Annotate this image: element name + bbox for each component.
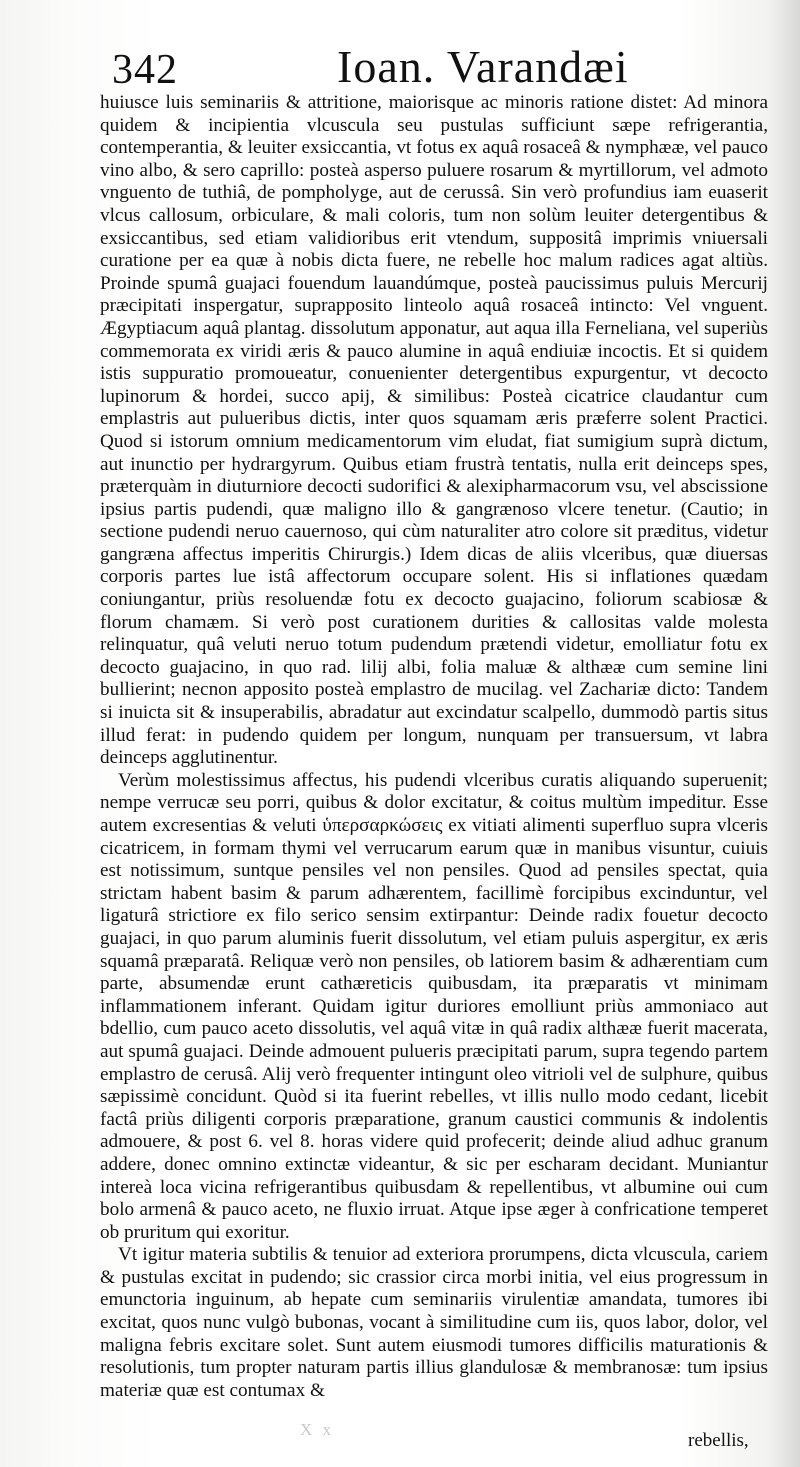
paragraph-3: Vt igitur materia subtilis & tenuior ad exteriora prorumpens, dicta vlcuscula, cariem & pustulas excitat in pudendo; sic crassior circa morbi initia, vel eius progressum in emunctoria inguinum, ab hepate cum seminariis virulentiæ amandata, tumores ibi excitat, quos nunc vulgò bubonas, vocant à similitudine cum iis, quos labor, dolor, vel maligna febris excitare solet. Sunt autem eiusmodi tumores difficilis maturationis & resolutionis, tum propter naturam partis illius glandulosæ & membranosæ: tum ipsius materiæ quæ est contumax & <box>100 1244 768 1401</box>
catchword: rebellis, <box>688 1430 749 1451</box>
running-head: Ioan. Varandæi <box>337 41 629 92</box>
paragraph-2: Verùm molestissimus affectus, his pudendi vlceribus curatis aliquando superuenit; nempe verrucæ seu porri, quibus & dolor excitatur, & coitus multùm impeditur. Esse autem excresentias & veluti ὑπερσαρκώσεις ex vitiati alimenti superfluo supra vlceris cicatricem, in formam thymi vel verrucarum earum quæ in manibus visuntur, cuiuis est notissimum, suntque pensiles vel non pensiles. Quod ad pensiles spectat, quia strictam habent basim & parum adhærentem, facillimè forcipibus excinduntur, vel ligaturâ strictiore ex filo serico sensim extirpantur: Deinde radix fouetur decocto guajaci, in quo parum aluminis fuerit dissolutum, vel etiam puluis aspergitur, ex æris squamâ præparatâ. Reliquæ verò non pensiles, ob latiorem basim & adhærentiam cum parte, absumendæ erunt cathæreticis quibusdam, ita præparatis vt minimam inflammationem inferant. Quidam igitur duriores emolliunt priùs ammoniaco aut bdellio, cum pauco aceto dissolutis, vel aquâ vitæ in quâ radix althææ fuerit macerata, aut spumâ guajaci. Deinde admouent pulueris præcipitati parum, supra tegendo partem emplastro de cerusâ. Alij verò frequenter intingunt oleo vitrioli vel de sulphure, quibus sæpissimè concidunt. Quòd si ita fuerint rebelles, vt illis nullo modo cedant, licebit factâ priùs diligenti corporis præparatione, granum caustici communis & indolentis admouere, & post 6. vel 8. horas videre quid profecerit; deinde aliud adhuc granum addere, donec omnino extinctæ videantur, & sic per escharam decidant. Muniantur intereà loca vicina refrigerantibus quibusdam & repellentibus, vt albumine oui cum bolo armenâ & pauco aceto, ne fluxio irruat. Atque ipse æger à confricatione temperet ob pruritum qui exoritur. <box>100 769 768 1243</box>
page-number: 342 <box>112 47 178 93</box>
page-header <box>112 40 752 92</box>
paragraph-1: huiusce luis seminariis & attritione, maiorisque ac minoris ratione distet: Ad minora quidem & incipientia vlcuscula seu pustulas sufficiunt sæpe refrigerantia, contemperantia, & leuiter exsiccantia, vt fotus ex aquâ rosaceâ & nymphææ, vel pauco vino albo, & sero caprillo: posteà asperso puluere rosarum & myrtillorum, vel admoto vnguento de tuthiâ, de pompholyge, aut de cerussâ. Sin verò profundius iam euaserit vlcus callosum, orbiculare, & mali coloris, tum non solùm leuiter detergentibus & exsiccantibus, sed etiam validioribus erit vtendum, suppositâ imprimis vniuersali curatione per ea quæ à nobis dicta fuere, ne rebelle hoc malum radices agat altiùs. Proinde spumâ guajaci fouendum lauandúmque, posteà paucissimus puluis Mercurij præcipitati inspergatur, suprapposito linteolo aquâ rosaceâ intincto: Vel vnguent. Ægyptiacum aquâ plantag. dissolutum apponatur, aut aqua illa Ferneliana, vel superiùs commemorata ex viridi æris & pauco alumine in aquâ endiuiæ incoctis. Et si quidem istis suppuratio promoueatur, conuenienter detergentibus expurgentur, vt decocto lupinorum & hordei, succo apij, & similibus: Posteà cicatrice claudantur cum emplastris aut pulueribus dictis, inter quos squamam æris præferre solent Practici. Quod si istorum omnium medicamentorum vim eludat, fiat sumigium suprà dictum, aut inunctio per hydrargyrum. Quibus etiam frustrà tentatis, nulla erit deinceps spes, præterquàm in diuturniore decocti sudorifici & alexipharmacorum vsu, vel abscissione ipsius partis pudendi, quæ maligno illo & gangrænoso vlcere tenetur. (Cautio; in sectione pudendi neruo cauernoso, qui cùm naturaliter atro colore sit præditus, videtur gangræna affectus imperitis Chirurgis.) Idem dicas de aliis vlceribus, quæ diuersas corporis partes lue istâ affectorum occupare solent. His si inflationes quædam coniungantur, priùs resoluendæ fotu ex decocto guajacino, foliorum scabiosæ & florum chamæm. Si verò post curationem durities & callositas valde molesta relinquatur, quâ veluti neruo totum pudendum prætendi videtur, emolliatur fotu ex decocto guajacino, in quo rad. lilij albi, folia maluæ & althææ cum semine lini bullierint; necnon apposito posteà emplastro de mucilag. vel Zachariæ dicto: Tandem si inuicta sit & insuperabilis, abradatur aut excindatur scalpello, dummodò partis situs illud ferat: in pudendo quidem per longum, nunquam per transuersum, vt labra deinceps agglutinentur. <box>100 92 768 769</box>
signature-mark: X x <box>300 1420 335 1439</box>
page-body <box>100 92 768 1402</box>
